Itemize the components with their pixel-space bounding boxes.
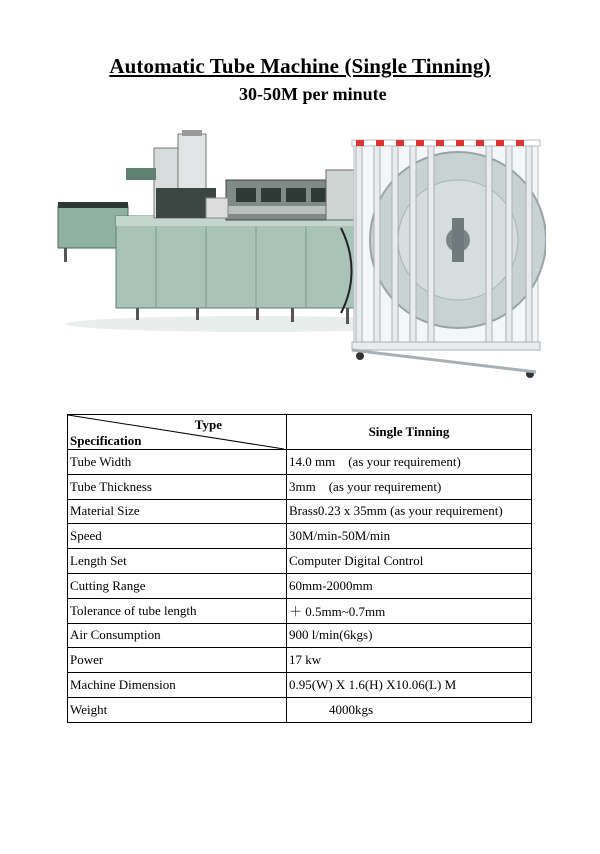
- table-row: [68, 648, 532, 673]
- table-row: [68, 573, 532, 598]
- row-label: Tolerance of tube length: [68, 598, 287, 623]
- row-label: Material Size: [68, 499, 287, 524]
- row-value: 60mm-2000mm: [287, 573, 532, 598]
- table-row: [68, 598, 532, 623]
- row-label: Power: [68, 648, 287, 673]
- table-row: [68, 474, 532, 499]
- row-value: 900 l/min(6kgs): [287, 623, 532, 648]
- table-row: [68, 499, 532, 524]
- machine-photo: [56, 128, 546, 390]
- row-label: Air Consumption: [68, 623, 287, 648]
- row-value: 3mm (as your requirement): [287, 474, 532, 499]
- table-row: [68, 623, 532, 648]
- table-row: [68, 549, 532, 574]
- table-row: [68, 697, 532, 722]
- table-row: [68, 524, 532, 549]
- row-label: Weight: [68, 697, 287, 722]
- row-label: Speed: [68, 524, 287, 549]
- page-title: Automatic Tube Machine (Single Tinning): [109, 54, 491, 78]
- header-specification-label: Specification: [70, 433, 142, 448]
- row-value: ＋ 0.5mm~0.7mm: [287, 598, 532, 623]
- row-label: Cutting Range: [68, 573, 287, 598]
- row-label: Machine Dimension: [68, 673, 287, 698]
- table-row: [68, 450, 532, 475]
- row-value: 0.95(W) X 1.6(H) X10.06(L) M: [287, 673, 532, 698]
- header-corner-cell: [68, 415, 287, 450]
- page-subtitle: 30-50M per minute: [239, 84, 387, 104]
- row-label: Tube Width: [68, 450, 287, 475]
- row-value: Brass0.23 x 35mm (as your requirement): [287, 499, 532, 524]
- header-single-tinning: Single Tinning: [287, 415, 532, 450]
- row-value: 4000kgs: [287, 697, 532, 722]
- row-value: 17 kw: [287, 648, 532, 673]
- header-type-label: Type: [194, 417, 222, 432]
- row-label: Length Set: [68, 549, 287, 574]
- table-row: [68, 673, 532, 698]
- row-value: 14.0 mm (as your requirement): [287, 450, 532, 475]
- row-label: Tube Thickness: [68, 474, 287, 499]
- row-value: 30M/min-50M/min: [287, 524, 532, 549]
- table-header-row: [68, 415, 532, 450]
- row-value: Computer Digital Control: [287, 549, 532, 574]
- specification-table: [67, 414, 532, 723]
